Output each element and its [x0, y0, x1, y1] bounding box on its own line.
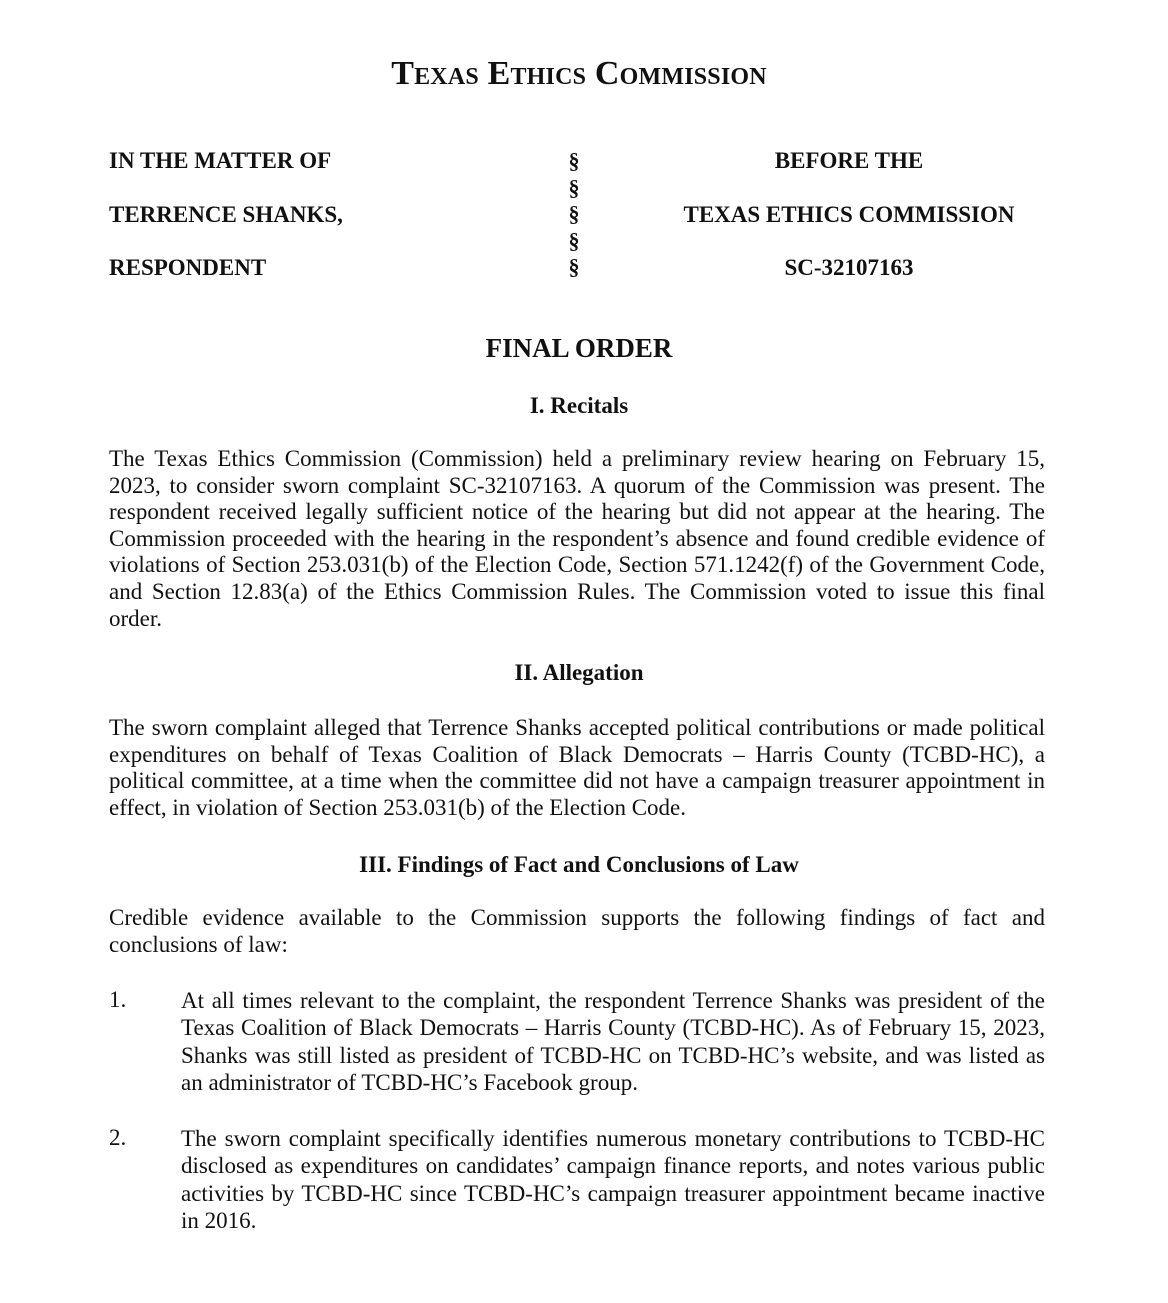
document-title: Texas Ethics Commission	[391, 55, 767, 92]
caption-matter-line: IN THE MATTER OF	[109, 148, 332, 173]
caption-case-number: SC-32107163	[784, 255, 914, 280]
section-symbol: §	[568, 227, 580, 253]
caption-respondent-name: TERRENCE SHANKS,	[109, 202, 343, 227]
section-heading-allegation: II. Allegation	[514, 660, 644, 685]
finding-text: At all times relevant to the complaint, the respondent Terrence Shanks was president of the Texas Coalition of Black Democrats – Harris County (TCBD-HC). As of February 15, 2023, Shanks was still listed as president of TCBD-HC on TCBD-HC’s website, and was listed as an administrator of TCBD-HC’s Facebook group.	[181, 988, 1045, 1095]
allegation-paragraph: The sworn complaint alleged that Terrence Shanks accepted political contributions or made political expenditures on behalf of Texas Coalition of Black Democrats – Harris County (TCBD-HC), a political committee, at a time when the committee did not have a campaign treasurer appointment in effect, in violation of Section 253.031(b) of the Election Code.	[109, 715, 1045, 820]
section-symbol: §	[568, 201, 580, 226]
findings-intro-paragraph: Credible evidence available to the Commission supports the following findings of fact and conclusions of law:	[109, 905, 1045, 957]
section-heading-recitals: I. Recitals	[529, 393, 629, 418]
section-symbol: §	[568, 148, 580, 173]
finding-text: The sworn complaint specifically identifies numerous monetary contributions to TCBD-HC disclosed as expenditures on candidates’ campaign finance reports, and notes various public activities by TCBD-HC since TCBD-HC’s campaign treasurer appointment became inactive in 2016.	[181, 1126, 1045, 1233]
section-symbols-column	[562, 148, 586, 281]
caption-commission-name: TEXAS ETHICS COMMISSION	[683, 202, 1015, 227]
section-symbol: §	[568, 174, 580, 200]
section-heading-findings: III. Findings of Fact and Conclusions of Law	[359, 852, 799, 877]
finding-number: 2.	[109, 1125, 127, 1150]
recitals-paragraph: The Texas Ethics Commission (Commission) held a preliminary review hearing on February 15, 2023, to consider sworn complaint SC-32107163. A quorum of the Commission was present. The respondent received legally sufficient notice of the hearing but did not appear at the hearing. The Commission proceeded with the hearing in the respondent’s absence and found credible evidence of violations of Section 253.031(b) of the Election Code, Section 571.1242(f) of the Government Code, and Section 12.83(a) of the Ethics Commission Rules. The Commission voted to issue this final order.	[109, 446, 1045, 631]
order-title: FINAL ORDER	[485, 333, 673, 363]
caption-before-the: BEFORE THE	[774, 148, 924, 173]
caption-respondent-label: RESPONDENT	[109, 255, 267, 280]
section-symbol: §	[568, 254, 580, 279]
finding-number: 1.	[109, 987, 127, 1012]
